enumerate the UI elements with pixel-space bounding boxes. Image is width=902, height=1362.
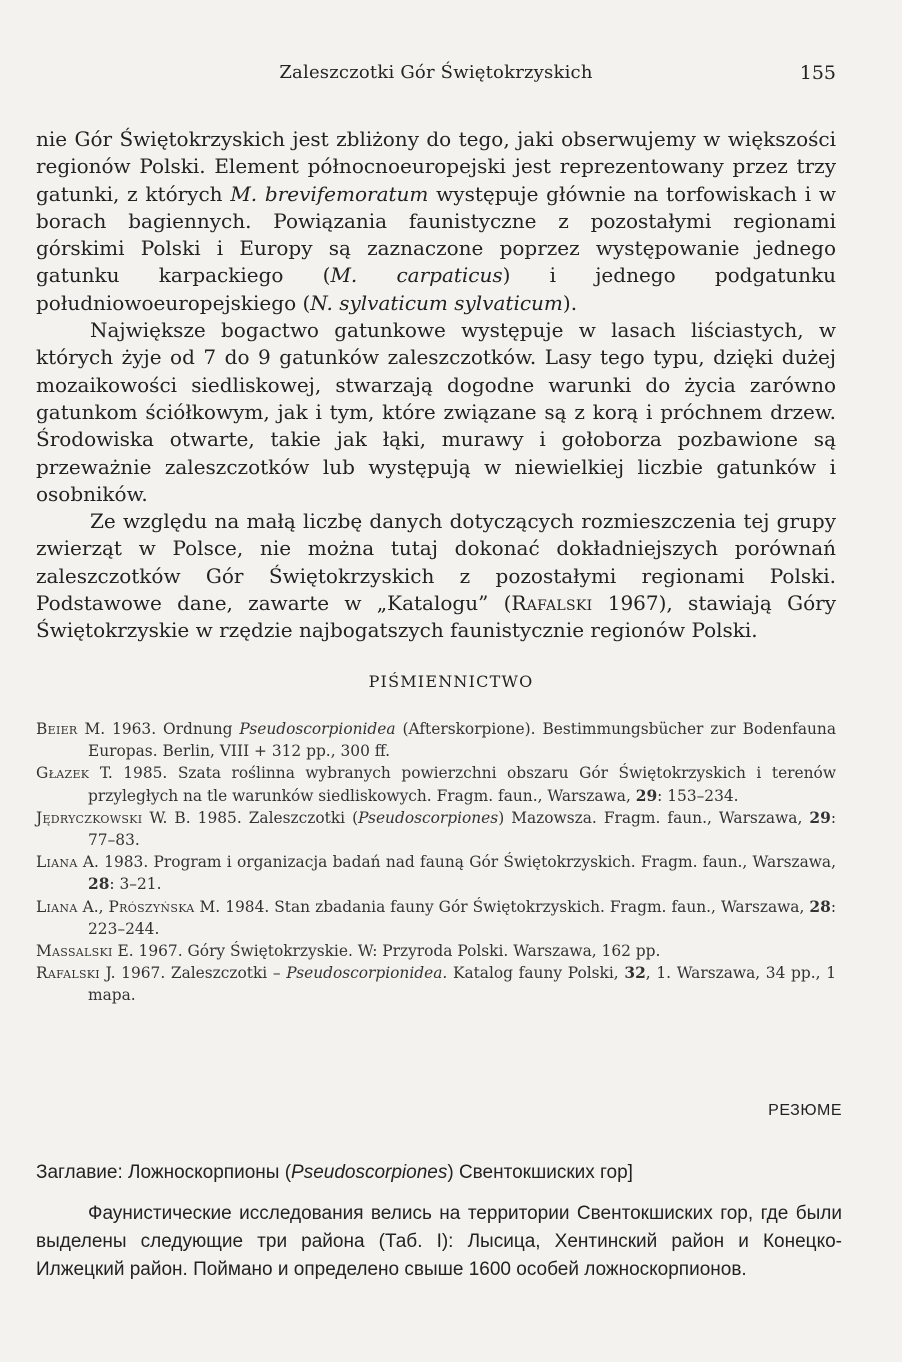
references-list (36, 718, 836, 1007)
reference-item: Głazek T. 1985. Szata roślinna wybranych powierzchni obszaru Gór Świętokrzyskich i terenów przyległych na tle warunków siedliskowych. Fragm. faun., Warszawa, 29: 153–234. (36, 764, 836, 805)
reference-item: Rafalski J. 1967. Zaleszczotki – Pseudoscorpionidea. Katalog fauny Polski, 32, 1. Warszawa, 34 pp., 1 mapa. (36, 964, 836, 1005)
paragraph-3: Ze względu na małą liczbę danych dotyczących rozmieszczenia tej grupy zwierząt w Polsce, nie można tutaj dokonać dokładniejszych porównań zaleszczotków Gór Świętokrzyskich z pozostałymi regionami Polski. Podstawowe dane, zawarte w „Katalogu” (Rafalski 1967), stawiają Góry Świętokrzyskie w rzędzie najbogatszych faunistycznie regionów Polski. (36, 509, 836, 643)
references-heading: PIŚMIENNICTWO (368, 672, 534, 691)
reference-item: Massalski E. 1967. Góry Świętokrzyskie. W: Przyroda Polski. Warszawa, 162 pp. (36, 942, 661, 961)
reference-item: Liana A., Prószyńska M. 1984. Stan zbadania fauny Gór Świętokrzyskich. Fragm. faun., Warszawa, 28: 223–244. (36, 897, 836, 938)
russian-summary (36, 1102, 842, 1284)
reference-item: Liana A. 1983. Program i organizacja badań nad fauną Gór Świętokrzyskich. Fragm. faun., Warszawa, 28: 3–21. (36, 853, 836, 894)
resume-summary: Фаунистические исследования велись на территории Свентокшиских гор, где были выделены следующие три района (Таб. I): Лысица, Хентинский район и Конецко-Илжецкий район. Поймано и определено свыше 1600 особей ложноскорпионов. (36, 1203, 842, 1280)
page-number: 155 (799, 62, 836, 84)
paragraph-1: nie Gór Świętokrzyskich jest zbliżony do tego, jaki obserwujemy w większości regionów Polski. Element północnoeuropejski jest reprezentowany przez trzy gatunki, z których M. brevifemoratum występuje głównie na torfowiskach i w borach bagiennych. Powiązania faunistyczne z pozostałymi regionami górskimi Polski i Europy są zaznaczone poprzez występowanie jednego gatunku karpackiego (M. carpaticus) i jednego podgatunku południowoeuropejskiego (N. sylvaticum sylvaticum). (36, 127, 836, 315)
resume-title: Заглавие: Ложноскорпионы (Pseudoscorpiones) Свентокшиских гор] (36, 1162, 633, 1183)
page-header (36, 62, 836, 92)
running-title: Zaleszczotki Gór Świętokrzyskich (279, 62, 593, 83)
paragraph-2: Największe bogactwo gatunkowe występuje w lasach liściastych, w których żyje od 7 do 9 gatunków zaleszczotków. Lasy tego typu, dzięki dużej mozaikowości siedliskowej, stwarzają dogodne warunki do życia zarówno gatunkom ściółkowym, jak i tym, które związane są z korą i próchnem drzew. Środowiska otwarte, takie jak łąki, murawy i gołoborza pozbawione są przeważnie zaleszczotków lub występują w niewielkiej liczbie gatunków i osobników. (36, 318, 836, 506)
reference-item: Jędryczkowski W. B. 1985. Zaleszczotki (Pseudoscorpiones) Mazowsza. Fragm. faun., Warszawa, 29: 77–83. (36, 808, 836, 850)
reference-item: Beier M. 1963. Ordnung Pseudoscorpionidea (Afterskorpione). Bestimmungsbücher zur Bodenfauna Europas. Berlin, VIII + 312 pp., 300 ff. (36, 720, 836, 761)
resume-heading: РЕЗЮМЕ (768, 1102, 842, 1119)
body-text (36, 126, 836, 645)
